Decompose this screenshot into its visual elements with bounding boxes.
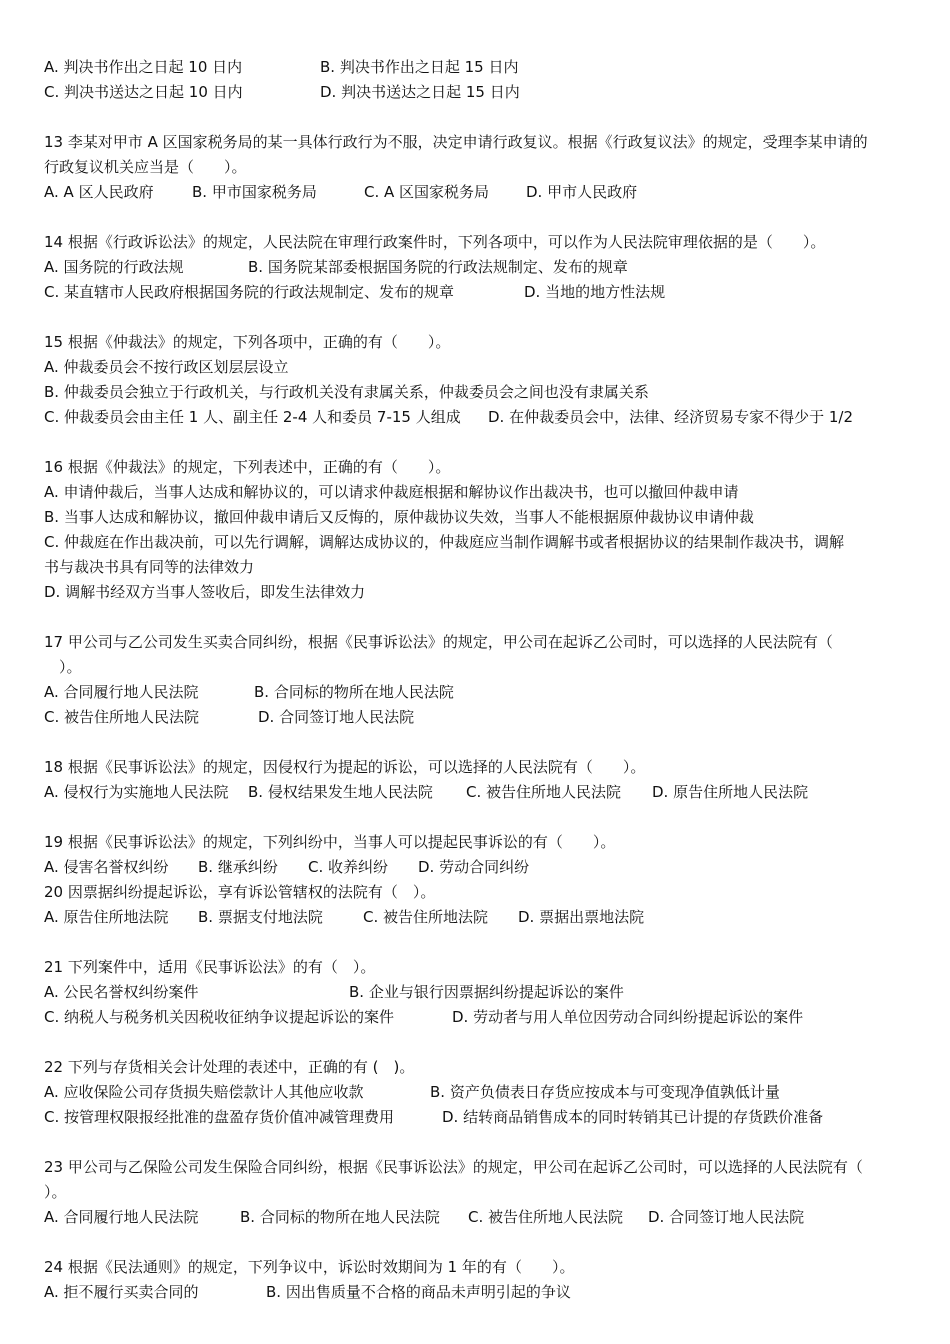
- option-a: A. A 区人民政府: [44, 183, 154, 201]
- option-a: A. 合同履行地人民法院: [44, 1208, 199, 1226]
- option-row: [44, 280, 924, 305]
- option-row: [44, 55, 924, 80]
- question-23-text: 23 甲公司与乙保险公司发生保险合同纠纷，根据《民事诉讼法》的规定，甲公司在起诉乙公司时，可以选择的人民法院有（: [44, 1158, 863, 1176]
- option-row: [44, 1280, 924, 1305]
- option-d: D. 原告住所地人民法院: [652, 783, 809, 801]
- option-c: C. 被告住所地人民法院: [44, 708, 200, 726]
- option-d: D. 合同签订地人民法院: [648, 1208, 805, 1226]
- question-15-text: 15 根据《仲裁法》的规定，下列各项中，正确的有（ ）。: [44, 333, 451, 351]
- option-b: B. 合同标的物所在地人民法院: [240, 1208, 440, 1226]
- option-a: A. 原告住所地法院: [44, 908, 169, 926]
- option-row: [44, 980, 924, 1005]
- question-17-text: 17 甲公司与乙公司发生买卖合同纠纷，根据《民事诉讼法》的规定，甲公司在起诉乙公司时，可以选择的人民法院有（: [44, 633, 833, 651]
- option-row: [44, 180, 924, 205]
- option-b: B. 资产负债表日存货应按成本与可变现净值孰低计量: [430, 1083, 780, 1101]
- option-c-cont: 书与裁决书具有同等的法律效力: [44, 558, 255, 576]
- option-row: [44, 255, 924, 280]
- option-c: C. 收养纠纷: [308, 858, 389, 876]
- option-b: B. 合同标的物所在地人民法院: [254, 683, 454, 701]
- option-row: [44, 1080, 924, 1105]
- option-a: A. 公民名誉权纠纷案件: [44, 983, 199, 1001]
- question-13-text-cont: 行政复议机关应当是（ ）。: [44, 158, 247, 176]
- option-b: B. 国务院某部委根据国务院的行政法规制定、发布的规章: [248, 258, 628, 276]
- question-13-text: 13 李某对甲市 A 区国家税务局的某一具体行政行为不服，决定申请行政复议。根据《行政复议法》的规定，受理李某申请的: [44, 133, 868, 151]
- option-b: B. 企业与银行因票据纠纷提起诉讼的案件: [349, 983, 624, 1001]
- question-17-text-cont: ）。: [44, 658, 82, 676]
- option-a: A. 仲裁委员会不按行政区划层层设立: [44, 358, 289, 376]
- option-c: C. A 区国家税务局: [364, 183, 490, 201]
- option-row: [44, 680, 924, 705]
- option-b: B. 因出售质量不合格的商品未声明引起的争议: [266, 1283, 571, 1301]
- option-c: C. 按管理权限报经批准的盘盈存货价值冲减管理费用: [44, 1108, 395, 1126]
- option-c: C. 纳税人与税务机关因税收征纳争议提起诉讼的案件: [44, 1008, 395, 1026]
- option-b: B. 侵权结果发生地人民法院: [248, 783, 433, 801]
- question-20-text: 20 因票据纠纷提起诉讼，享有诉讼管辖权的法院有（ ）。: [44, 883, 436, 901]
- option-c: C. 被告住所地法院: [363, 908, 489, 926]
- question-document: [44, 55, 924, 1305]
- option-d: D. 劳动合同纠纷: [418, 858, 530, 876]
- option-b: B. 甲市国家税务局: [192, 183, 317, 201]
- option-d: D. 结转商品销售成本的同时转销其已计提的存货跌价准备: [442, 1108, 824, 1126]
- option-row: [44, 855, 924, 880]
- option-c: C. 判决书送达之日起 10 日内: [44, 83, 243, 101]
- question-24-text: 24 根据《民法通则》的规定，下列争议中，诉讼时效期间为 1 年的有（ ）。: [44, 1258, 575, 1276]
- option-b: B. 继承纠纷: [198, 858, 278, 876]
- option-c: C. 仲裁庭在作出裁决前，可以先行调解，调解达成协议的，仲裁庭应当制作调解书或者根据协议的结果制作裁决书，调解: [44, 533, 845, 551]
- option-row: [44, 780, 924, 805]
- option-b: B. 票据支付地法院: [198, 908, 323, 926]
- option-row: [44, 1005, 924, 1030]
- option-a: A. 申请仲裁后，当事人达成和解协议的，可以请求仲裁庭根据和解协议作出裁决书，也可以撤回仲裁申请: [44, 483, 739, 501]
- option-d: D. 在仲裁委员会中，法律、经济贸易专家不得少于 1/2: [488, 408, 853, 426]
- option-d: D. 调解书经双方当事人签收后，即发生法律效力: [44, 583, 366, 601]
- question-19-text: 19 根据《民事诉讼法》的规定，下列纠纷中，当事人可以提起民事诉讼的有（ ）。: [44, 833, 616, 851]
- question-16-text: 16 根据《仲裁法》的规定，下列表述中，正确的有（ ）。: [44, 458, 451, 476]
- question-21-text: 21 下列案件中，适用《民事诉讼法》的有（ ）。: [44, 958, 376, 976]
- option-a: A. 侵害名誉权纠纷: [44, 858, 169, 876]
- question-23-text-cont: ）。: [44, 1183, 67, 1201]
- option-d: D. 判决书送达之日起 15 日内: [320, 83, 520, 101]
- option-a: A. 判决书作出之日起 10 日内: [44, 58, 243, 76]
- option-c: C. 某直辖市人民政府根据国务院的行政法规制定、发布的规章: [44, 283, 455, 301]
- option-row: [44, 1205, 924, 1230]
- option-c: C. 被告住所地人民法院: [468, 1208, 624, 1226]
- option-row: [44, 1105, 924, 1130]
- option-row: [44, 905, 924, 930]
- option-d: D. 当地的地方性法规: [524, 283, 666, 301]
- option-d: D. 甲市人民政府: [526, 183, 638, 201]
- option-a: A. 国务院的行政法规: [44, 258, 184, 276]
- option-row: [44, 705, 924, 730]
- option-b: B. 仲裁委员会独立于行政机关，与行政机关没有隶属关系，仲裁委员会之间也没有隶属关系: [44, 383, 649, 401]
- question-14-text: 14 根据《行政诉讼法》的规定，人民法院在审理行政案件时，下列各项中，可以作为人民法院审理依据的是（ ）。: [44, 233, 826, 251]
- option-row: [44, 405, 924, 430]
- option-a: A. 应收保险公司存货损失赔偿款计人其他应收款: [44, 1083, 364, 1101]
- option-c: C. 被告住所地人民法院: [466, 783, 622, 801]
- option-a: A. 侵权行为实施地人民法院: [44, 783, 229, 801]
- question-22-text: 22 下列与存货相关会计处理的表述中，正确的有 ( )。: [44, 1058, 415, 1076]
- option-b: B. 判决书作出之日起 15 日内: [320, 58, 519, 76]
- option-b: B. 当事人达成和解协议，撤回仲裁申请后又反悔的，原仲裁协议失效，当事人不能根据原仲裁协议申请仲裁: [44, 508, 754, 526]
- option-d: D. 合同签订地人民法院: [258, 708, 415, 726]
- option-d: D. 劳动者与用人单位因劳动合同纠纷提起诉讼的案件: [452, 1008, 804, 1026]
- option-c: C. 仲裁委员会由主任 1 人、副主任 2-4 人和委员 7-15 人组成: [44, 408, 461, 426]
- option-row: [44, 80, 924, 105]
- option-d: D. 票据出票地法院: [518, 908, 645, 926]
- option-a: A. 合同履行地人民法院: [44, 683, 199, 701]
- question-18-text: 18 根据《民事诉讼法》的规定，因侵权行为提起的诉讼，可以选择的人民法院有（ ）。: [44, 758, 646, 776]
- option-a: A. 拒不履行买卖合同的: [44, 1283, 199, 1301]
